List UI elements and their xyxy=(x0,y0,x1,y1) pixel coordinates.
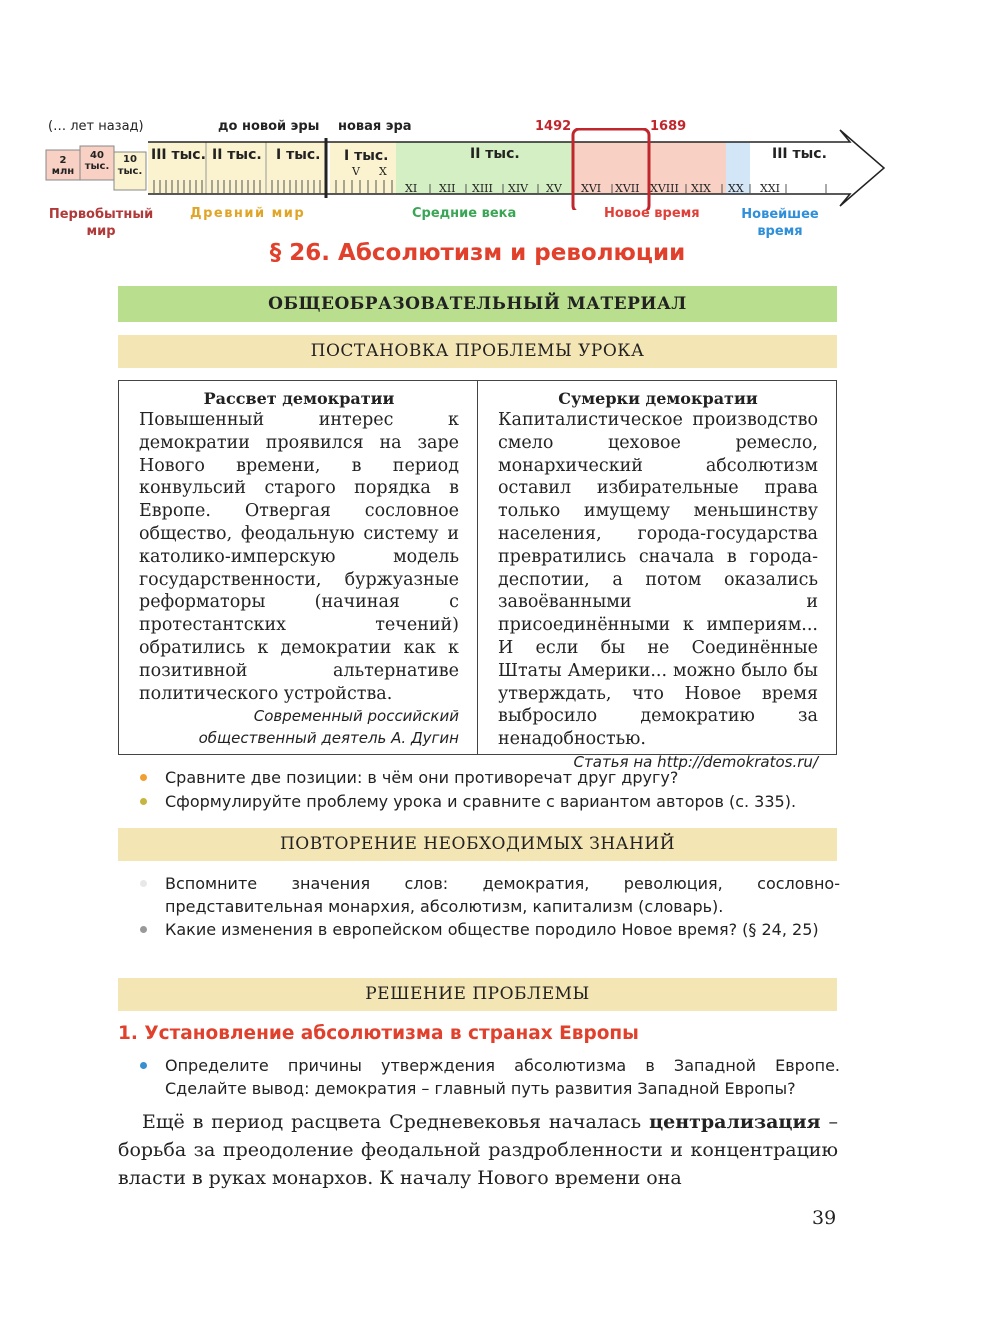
tl-century-XVI: XVI xyxy=(581,182,602,195)
tl-century-X: X xyxy=(379,165,387,178)
era-middle-ages: Средние века xyxy=(412,206,517,221)
timeline-year-1689: 1689 xyxy=(650,119,687,134)
era-ancient: Древний мир xyxy=(190,206,306,221)
tl-box-2mln: 2 млн xyxy=(51,155,75,177)
review-text: Какие изменения в европейском обществе породило Новое время? (§ 24, 25) xyxy=(165,920,819,939)
timeline xyxy=(0,110,985,245)
bullet-dot xyxy=(140,926,147,933)
section-review-band: ПОВТОРЕНИЕ НЕОБХОДИМЫХ ЗНАНИЙ xyxy=(118,828,837,861)
tl-century-XIII: XIII xyxy=(472,182,493,195)
tl-century-XX: XX xyxy=(728,182,744,195)
era-primitive: Первобытный мир xyxy=(48,207,154,239)
section-solution-band: РЕШЕНИЕ ПРОБЛЕМЫ xyxy=(118,978,837,1011)
page-number: 39 xyxy=(812,1207,837,1229)
section-problem-band: ПОСТАНОВКА ПРОБЛЕМЫ УРОКА xyxy=(118,335,837,368)
timeline-ce-label: новая эра xyxy=(338,119,412,134)
section-general-band: ОБЩЕОБРАЗОВАТЕЛЬНЫЙ МАТЕРИАЛ xyxy=(118,286,837,322)
tl-century-XI: XI xyxy=(405,182,418,195)
right-source: Статья на http://demokratos.ru/ xyxy=(573,752,818,771)
tl-century-XVIII: XVIII xyxy=(650,182,679,195)
tl-century-XVII: XVII xyxy=(615,182,640,195)
problem-question-2 xyxy=(140,790,840,813)
right-heading: Сумерки демократии xyxy=(558,389,758,408)
tl-century-XIX: XIX xyxy=(691,182,712,195)
tl-bce-3: III тыс. xyxy=(151,147,206,163)
comparison-table xyxy=(118,380,837,771)
problem-question-text: Сравните две позиции: в чём они противоречат друг другу? xyxy=(165,768,679,787)
tl-century-XIV: XIV xyxy=(508,182,529,195)
era-newest: Новейшее время xyxy=(741,207,819,239)
review-item-1 xyxy=(140,872,840,918)
right-column xyxy=(478,381,836,771)
tl-ce-1: I тыс. xyxy=(344,148,389,164)
timeline-year-1492: 1492 xyxy=(535,119,572,134)
term-centralization: централизация xyxy=(649,1111,821,1133)
left-column xyxy=(119,381,478,754)
problem-question-1 xyxy=(140,766,840,789)
bullet-dot xyxy=(140,798,147,805)
bullet-dot xyxy=(140,1062,147,1069)
left-source: Современный российский общественный деятель А. Дугин xyxy=(198,707,459,748)
page-title: § 26. Абсолютизм и революции xyxy=(269,240,686,266)
tl-box-40k: 40 тыс. xyxy=(84,150,110,172)
right-text: Капиталистическое производство смело цеховое ремесло, монархический абсолютизм оставил избирательные права только имущему меньшинству населения, города-государства превратились сначала в города-деспотии, а потом оказались завоёванными и присоединёнными к империям... И если бы не Соединённые Штаты Америки... можно было бы утверждать, что Новое время выбросило демократию за ненадобностью. xyxy=(498,410,818,750)
bullet-dot xyxy=(140,774,147,781)
bullet-dot xyxy=(140,880,147,887)
problem-question-text: Сформулируйте проблему урока и сравните с вариантом авторов (с. 335). xyxy=(165,792,797,811)
tl-bce-2: II тыс. xyxy=(212,147,262,163)
subsection-heading: 1. Установление абсолютизма в странах Европы xyxy=(118,1023,639,1044)
tl-ce-3: III тыс. xyxy=(772,146,827,162)
tl-century-XII: XII xyxy=(439,182,456,195)
paragraph-rest: – борьба за преодоление феодальной раздробленности и концентрацию власти в руках монархов. К началу Нового времени она xyxy=(118,1111,838,1189)
body-paragraph xyxy=(118,1108,838,1192)
review-item-2 xyxy=(140,918,840,941)
task-text: Определите причины утверждения абсолютизма в Западной Европе. Сделайте вывод: демократия – главный путь развития Западной Европы? xyxy=(165,1056,840,1098)
review-text: Вспомните значения слов: демократия, революция, сословно-представительная монархия, абсолютизм, капитализм (словарь). xyxy=(165,874,840,916)
timeline-ago-label: (… лет назад) xyxy=(48,119,144,134)
tl-box-10k: 10 тыс. xyxy=(117,154,143,177)
left-heading: Рассвет демократии xyxy=(203,389,395,408)
tl-bce-1: I тыс. xyxy=(276,147,321,163)
paragraph-start: Ещё в период расцвета Средневековья началась xyxy=(142,1111,650,1133)
left-text: Повышенный интерес к демократии проявился на заре Нового времени, в период конвульсий старого порядка в Европе. Отвергая сословное общество, феодальную систему и католико-имперскую модель государственности, буржуазные реформаторы (начиная с протестантских течений) обратились к демократии как к позитивной альтернативе политического устройства. xyxy=(139,410,459,704)
era-modern: Новое время xyxy=(604,206,700,221)
timeline-bce-label: до новой эры xyxy=(218,119,320,134)
timeline-bar xyxy=(0,128,985,210)
tl-century-XXI: XXI xyxy=(760,182,781,195)
tl-century-V: V xyxy=(352,165,360,178)
task-item xyxy=(140,1054,840,1100)
tl-ce-2: II тыс. xyxy=(470,146,520,162)
tl-century-XV: XV xyxy=(546,182,562,195)
